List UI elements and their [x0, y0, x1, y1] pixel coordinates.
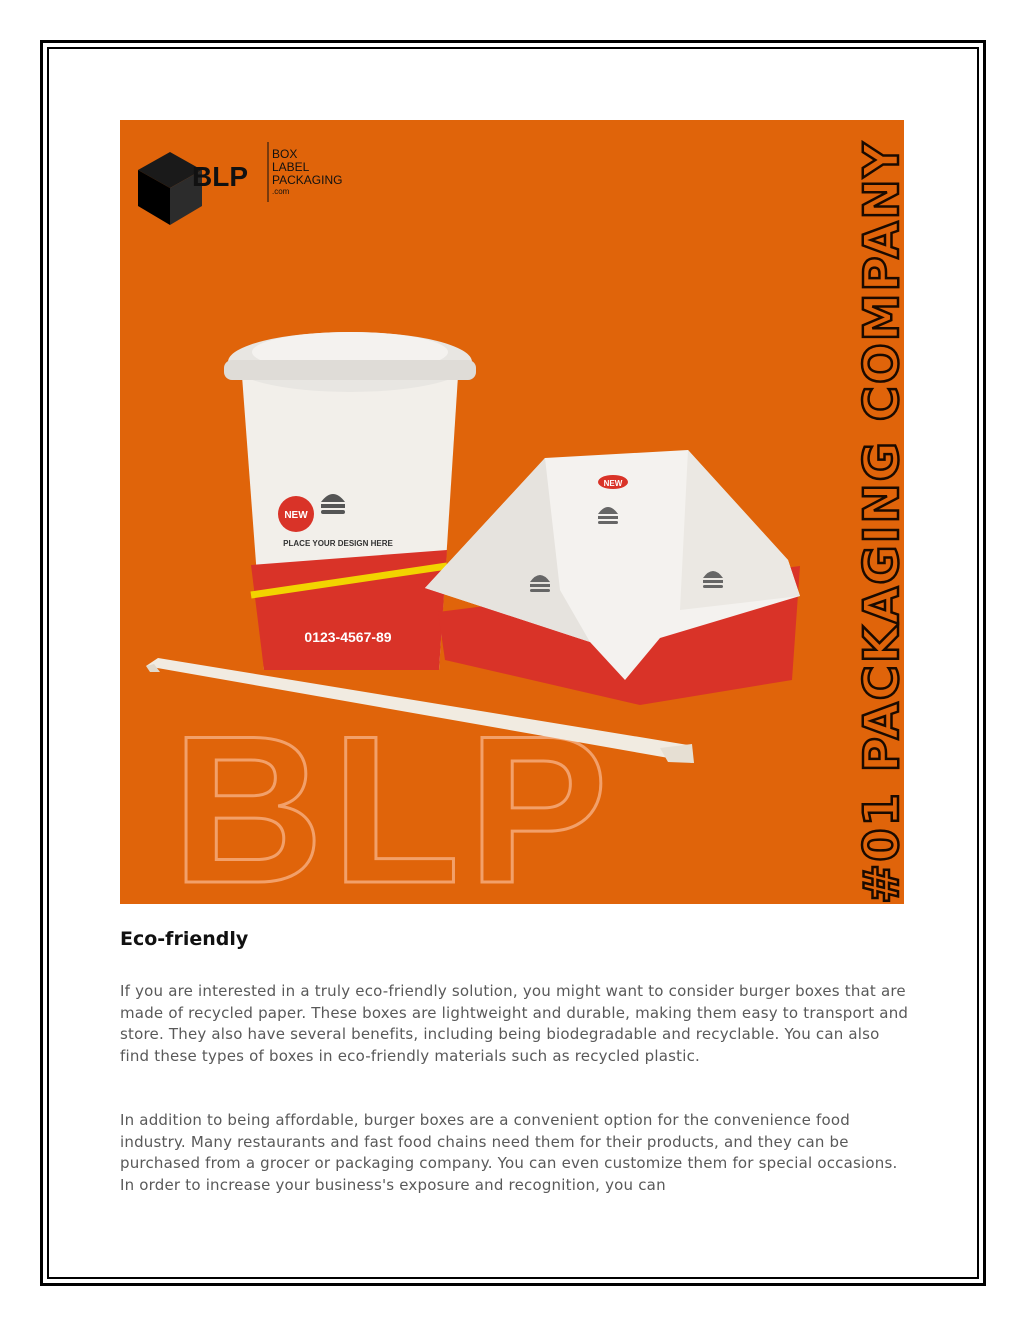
- box-badge: NEW: [603, 479, 623, 488]
- cup-badge: NEW: [284, 510, 308, 521]
- logo-mark: BLP: [192, 161, 248, 192]
- section-heading: Eco-friendly: [120, 928, 249, 950]
- logo-word-label: LABEL: [272, 160, 310, 174]
- logo-word-box: BOX: [272, 147, 298, 161]
- paragraph-1: If you are interested in a truly eco-friendly solution, you might want to consider burger boxes that are made of recycled paper. These boxes are lightweight and durable, making them easy to transport and store. They also have several benefits, including being biodegradable and recyclable. You can also find these types of boxes in eco-friendly materials such as recycled plastic.: [120, 982, 909, 1065]
- cup-phone: 0123-4567-89: [304, 629, 392, 645]
- burger-box: [425, 450, 800, 705]
- watermark-text: BLP: [172, 692, 616, 927]
- paper-cup: [224, 332, 476, 670]
- logo-word-packaging: PACKAGING: [272, 173, 343, 187]
- vertical-tagline: #01 PACKAGING COMPANY: [854, 140, 910, 904]
- cup-caption: PLACE YOUR DESIGN HERE: [283, 539, 393, 548]
- product-hero-image: [120, 120, 910, 927]
- paragraph-2: In addition to being affordable, burger boxes are a convenient option for the convenience food industry. Many restaurants and fast food chains need them for their products, and they can be purchased from a grocer or packaging company. You can even customize them for special occasions. In order to increase your business's exposure and recognition, you can: [120, 1111, 898, 1194]
- logo-domain: .com: [272, 187, 290, 196]
